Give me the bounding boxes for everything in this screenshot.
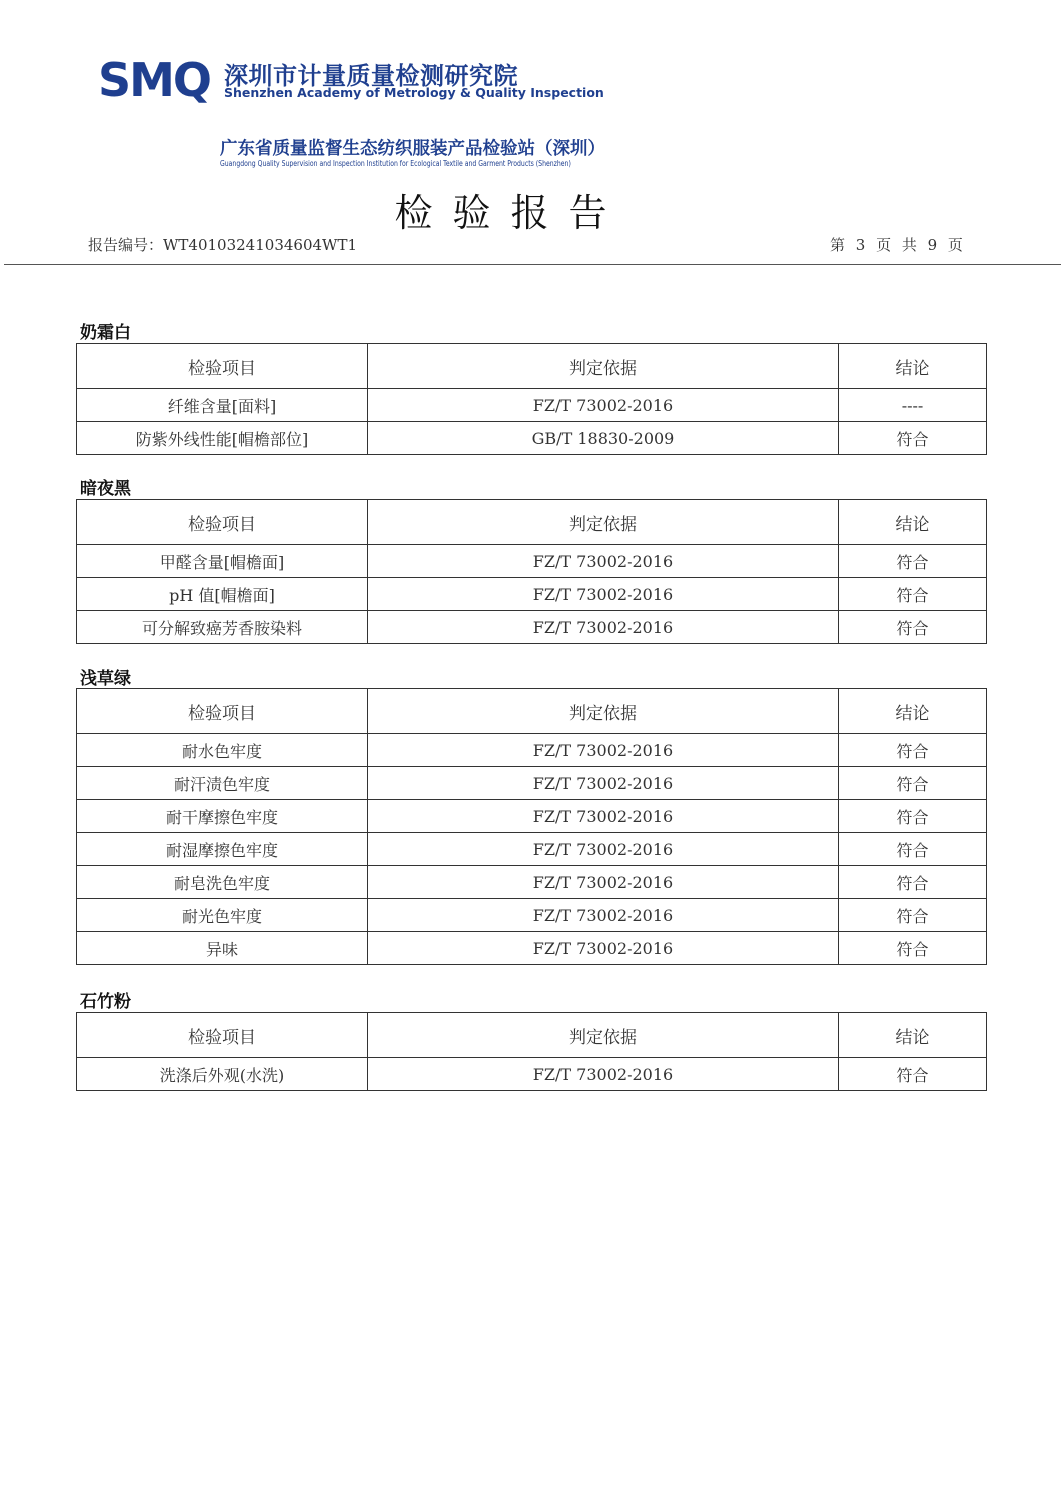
table-header-row xyxy=(77,344,987,389)
table-row xyxy=(77,611,987,644)
smq-logo-icon xyxy=(98,52,218,108)
svg-text:SMQ: SMQ xyxy=(98,53,211,107)
basis-cell: FZ/T 73002-2016 xyxy=(368,734,839,767)
header-divider xyxy=(4,264,1061,265)
result-cell: ---- xyxy=(839,389,987,422)
table-header-row xyxy=(77,1013,987,1058)
basis-cell: FZ/T 73002-2016 xyxy=(368,389,839,422)
item-cell: 洗涤后外观(水洗) xyxy=(77,1058,368,1091)
item-cell: 耐汗渍色牢度 xyxy=(77,767,368,800)
inspection-table xyxy=(76,1012,987,1091)
table-row xyxy=(77,1058,987,1091)
result-cell: 符合 xyxy=(839,800,987,833)
org-name-cn: 深圳市计量质量检测研究院 xyxy=(224,62,518,90)
header-basis: 判定依据 xyxy=(368,1013,839,1058)
header-item: 检验项目 xyxy=(77,500,368,545)
inspection-table xyxy=(76,343,987,455)
result-cell: 符合 xyxy=(839,734,987,767)
item-cell: 耐皂洗色牢度 xyxy=(77,866,368,899)
header-result: 结论 xyxy=(839,344,987,389)
result-cell: 符合 xyxy=(839,422,987,455)
table-row xyxy=(77,866,987,899)
result-cell: 符合 xyxy=(839,866,987,899)
header-item: 检验项目 xyxy=(77,1013,368,1058)
table-row xyxy=(77,422,987,455)
station-name-cn: 广东省质量监督生态纺织服装产品检验站（深圳） xyxy=(220,139,605,159)
section-title: 石竹粉 xyxy=(80,992,131,1012)
seal-stamp-icon xyxy=(1032,655,1061,855)
table-row xyxy=(77,767,987,800)
page-info: 第 3 页 共 9 页 xyxy=(830,236,966,254)
table-row xyxy=(77,545,987,578)
item-cell: 异味 xyxy=(77,932,368,965)
seal-stamp-icon xyxy=(1032,940,1061,1145)
item-cell: 纤维含量[面料] xyxy=(77,389,368,422)
basis-cell: FZ/T 73002-2016 xyxy=(368,833,839,866)
table-row xyxy=(77,734,987,767)
basis-cell: FZ/T 73002-2016 xyxy=(368,932,839,965)
table-row xyxy=(77,932,987,965)
basis-cell: FZ/T 73002-2016 xyxy=(368,1058,839,1091)
report-number: 报告编号：WT40103241034604WT1 xyxy=(88,236,357,254)
result-cell: 符合 xyxy=(839,1058,987,1091)
item-cell: 防紫外线性能[帽檐部位] xyxy=(77,422,368,455)
table-row xyxy=(77,899,987,932)
basis-cell: GB/T 18830-2009 xyxy=(368,422,839,455)
item-cell: 耐干摩擦色牢度 xyxy=(77,800,368,833)
result-cell: 符合 xyxy=(839,833,987,866)
item-cell: 耐湿摩擦色牢度 xyxy=(77,833,368,866)
org-name-en: Shenzhen Academy of Metrology & Quality Inspection xyxy=(224,85,604,100)
result-cell: 符合 xyxy=(839,899,987,932)
header-basis: 判定依据 xyxy=(368,689,839,734)
section-title: 暗夜黑 xyxy=(80,479,131,499)
item-cell: 耐水色牢度 xyxy=(77,734,368,767)
header-item: 检验项目 xyxy=(77,344,368,389)
section-title: 奶霜白 xyxy=(80,323,131,343)
basis-cell: FZ/T 73002-2016 xyxy=(368,578,839,611)
item-cell: pH 值[帽檐面] xyxy=(77,578,368,611)
table-row xyxy=(77,389,987,422)
basis-cell: FZ/T 73002-2016 xyxy=(368,899,839,932)
table-row xyxy=(77,578,987,611)
result-cell: 符合 xyxy=(839,767,987,800)
item-cell: 耐光色牢度 xyxy=(77,899,368,932)
inspection-table xyxy=(76,688,987,965)
result-cell: 符合 xyxy=(839,932,987,965)
header-result: 结论 xyxy=(839,500,987,545)
basis-cell: FZ/T 73002-2016 xyxy=(368,767,839,800)
basis-cell: FZ/T 73002-2016 xyxy=(368,866,839,899)
table-row xyxy=(77,800,987,833)
report-title: 检验报告 xyxy=(394,191,627,235)
table-header-row xyxy=(77,689,987,734)
header-result: 结论 xyxy=(839,1013,987,1058)
result-cell: 符合 xyxy=(839,545,987,578)
inspection-table xyxy=(76,499,987,644)
basis-cell: FZ/T 73002-2016 xyxy=(368,611,839,644)
section-title: 浅草绿 xyxy=(80,669,131,689)
item-cell: 可分解致癌芳香胺染料 xyxy=(77,611,368,644)
basis-cell: FZ/T 73002-2016 xyxy=(368,800,839,833)
result-cell: 符合 xyxy=(839,611,987,644)
item-cell: 甲醛含量[帽檐面] xyxy=(77,545,368,578)
station-name-en: Guangdong Quality Supervision and Inspection Institution for Ecological Textile and Garment Products (Shenzhen) xyxy=(220,159,571,168)
header-basis: 判定依据 xyxy=(368,344,839,389)
table-row xyxy=(77,833,987,866)
result-cell: 符合 xyxy=(839,578,987,611)
table-header-row xyxy=(77,500,987,545)
header-result: 结论 xyxy=(839,689,987,734)
header-basis: 判定依据 xyxy=(368,500,839,545)
basis-cell: FZ/T 73002-2016 xyxy=(368,545,839,578)
header-item: 检验项目 xyxy=(77,689,368,734)
